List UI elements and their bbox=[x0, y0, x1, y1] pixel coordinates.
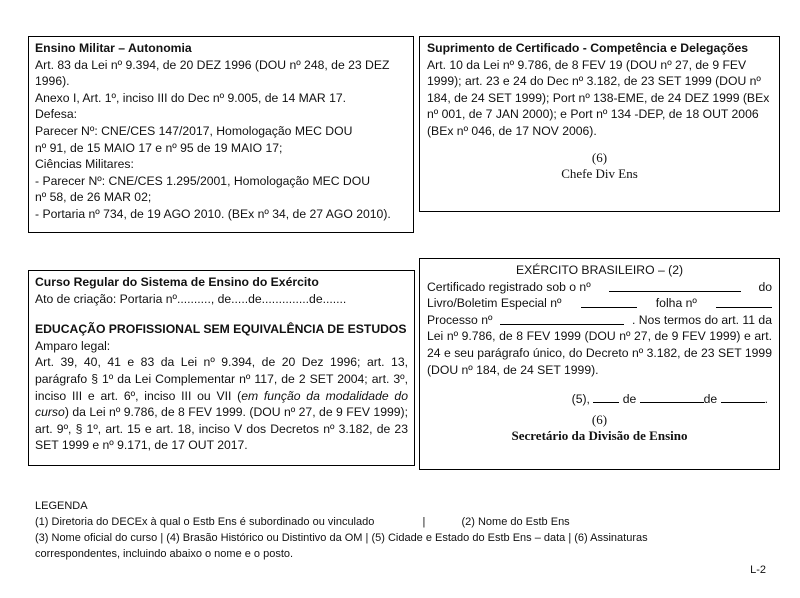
signature-role: Secretário da Divisão de Ensino bbox=[511, 428, 688, 444]
de-label: de bbox=[622, 392, 637, 407]
processo-suffix: . Nos termos do art. 11 da bbox=[631, 312, 772, 327]
amparo-legal-label: Amparo legal: bbox=[35, 338, 111, 353]
exercito-certificado-box bbox=[419, 258, 780, 470]
ano-blank bbox=[721, 390, 765, 403]
suprimento-title: Suprimento de Certificado - Competência e Delegações bbox=[427, 41, 749, 55]
suprimento-line: nº 001, de 7 JAN 2000); e Port nº 134 -DEP, de 18 OUT 2006 bbox=[427, 107, 759, 122]
signature-role: Chefe Div Ens bbox=[561, 166, 638, 182]
ensino-militar-line: - Parecer Nº: CNE/CES 1.295/2001, Homologação MEC DOU bbox=[35, 173, 371, 188]
local-label: (5), bbox=[571, 392, 590, 407]
ensino-militar-line: nº 58, de 26 MAR 02; bbox=[35, 190, 152, 205]
suprimento-line: (BEx nº 046, de 17 NOV 2006). bbox=[427, 123, 597, 138]
suprimento-line: Art. 10 da Lei nº 9.786, de 8 FEV 19 (DOU nº 27, de 9 FEV bbox=[427, 57, 747, 72]
ensino-militar-line: Art. 83 da Lei nº 9.394, de 20 DEZ 1996 (DOU nº 248, de 23 DEZ bbox=[35, 57, 390, 72]
livro-line bbox=[427, 295, 772, 312]
de-label: de bbox=[703, 392, 718, 407]
ensino-militar-line: Anexo I, Art. 1º, inciso III do Dec nº 9.005, de 14 MAR 17. bbox=[35, 90, 347, 105]
livro-label: Livro/Boletim Especial nº bbox=[427, 296, 562, 311]
date-period: . bbox=[764, 392, 768, 407]
suprimento-line: 1999); art. 23 e 24 do Dec nº 3.182, de 23 SET 1999 (DOU nº bbox=[427, 74, 761, 89]
legenda-item: (1) Diretoria do DECEx à qual o Estb Ens é subordinado ou vinculado bbox=[35, 516, 375, 528]
legenda-line-3: correspondentes, incluindo abaixo o nome e o posto. bbox=[35, 548, 294, 560]
folha-numero-blank bbox=[716, 295, 772, 308]
curso-regular-box bbox=[28, 270, 415, 466]
folha-label: folha nº bbox=[655, 296, 697, 311]
legenda-line-1 bbox=[35, 514, 765, 530]
legenda-item: (2) Nome do Estb Ens bbox=[461, 516, 570, 528]
signature-number: (6) bbox=[591, 411, 608, 427]
ensino-militar-box bbox=[28, 36, 414, 233]
curso-regular-title: Curso Regular do Sistema de Ensino do Exército bbox=[35, 275, 319, 289]
amparo-text-italic: em função da modalidade do curso bbox=[35, 388, 408, 420]
local-data-line bbox=[427, 390, 772, 408]
suprimento-certificado-box bbox=[419, 36, 780, 212]
exercito-title: EXÉRCITO BRASILEIRO – (2) bbox=[515, 263, 684, 277]
certificado-numero-blank bbox=[609, 279, 741, 292]
legenda-line-2: (3) Nome oficial do curso | (4) Brasão Histórico ou Distintivo da OM | (5) Cidade e Estado do Estb Ens – data | (6) Assinaturas bbox=[35, 532, 648, 544]
amparo-text-part: ) da Lei nº 9.786, de 8 FEV 1999. (DOU nº 27, de 9 FEV 1999); art. 9º, § 1º, art. 15 e art. 18, inciso V dos Decretos nº 3.182, de 23 SET 1999 e nº 9.171, de 17 OUT 2017. bbox=[35, 405, 408, 453]
registro-line bbox=[427, 279, 772, 296]
dia-blank bbox=[593, 390, 619, 403]
ensino-militar-line: Defesa: bbox=[35, 107, 78, 122]
amparo-text-part: Art. 39, 40, 41 e 83 da Lei nº 9.394, de 20 Dez 1996; art. 13, parágrafo § 1º da Lei Complementar nº 117, de 2 SET 2004; art. 3º, inciso III e art. 6º, inciso III ou VII ( bbox=[35, 355, 408, 403]
ato-criacao: Ato de criação: Portaria nº.........., de.....de..............de....... bbox=[35, 291, 347, 306]
registro-suffix: do bbox=[758, 279, 772, 294]
legenda-title: LEGENDA bbox=[35, 500, 88, 512]
registro-label: Certificado registrado sob o nº bbox=[427, 279, 591, 294]
ensino-militar-line: nº 91, de 15 MAIO 17 e nº 95 de 19 MAIO 17; bbox=[35, 140, 283, 155]
termos-lei-text: Lei nº 9.786, de 8 FEV 1999 (DOU nº 27, de 9 FEV 1999) e art. 24 e seu parágrafo único, do Decreto nº 3.182, de 23 SET 1999 (DOU nº 184, de 24 SET 1999). bbox=[427, 329, 772, 377]
ensino-militar-line: Parecer Nº: CNE/CES 147/2017, Homologação MEC DOU bbox=[35, 123, 353, 138]
ensino-militar-line: 1996). bbox=[35, 74, 70, 89]
suprimento-line: 184, de 24 SET 1999); Port nº 138-EME, de 24 DEZ 1999 (BEx bbox=[427, 90, 770, 105]
mes-blank bbox=[640, 390, 704, 403]
livro-numero-blank bbox=[581, 295, 637, 308]
processo-label: Processo nº bbox=[427, 312, 493, 327]
signature-number: (6) bbox=[591, 149, 608, 165]
legenda-separator: | bbox=[422, 516, 426, 528]
ensino-militar-title: Ensino Militar – Autonomia bbox=[35, 41, 192, 55]
ensino-militar-line: - Portaria nº 734, de 19 AGO 2010. (BEx nº 34, de 27 AGO 2010). bbox=[35, 206, 391, 221]
educacao-profissional-heading: EDUCAÇÃO PROFISSIONAL SEM EQUIVALÊNCIA DE ESTUDOS bbox=[35, 322, 407, 337]
processo-numero-blank bbox=[500, 312, 624, 325]
processo-line bbox=[427, 312, 772, 329]
ensino-militar-line: Ciências Militares: bbox=[35, 157, 134, 172]
legenda bbox=[35, 498, 765, 562]
page-number: L-2 bbox=[750, 564, 766, 576]
amparo-legal-text bbox=[35, 354, 408, 454]
